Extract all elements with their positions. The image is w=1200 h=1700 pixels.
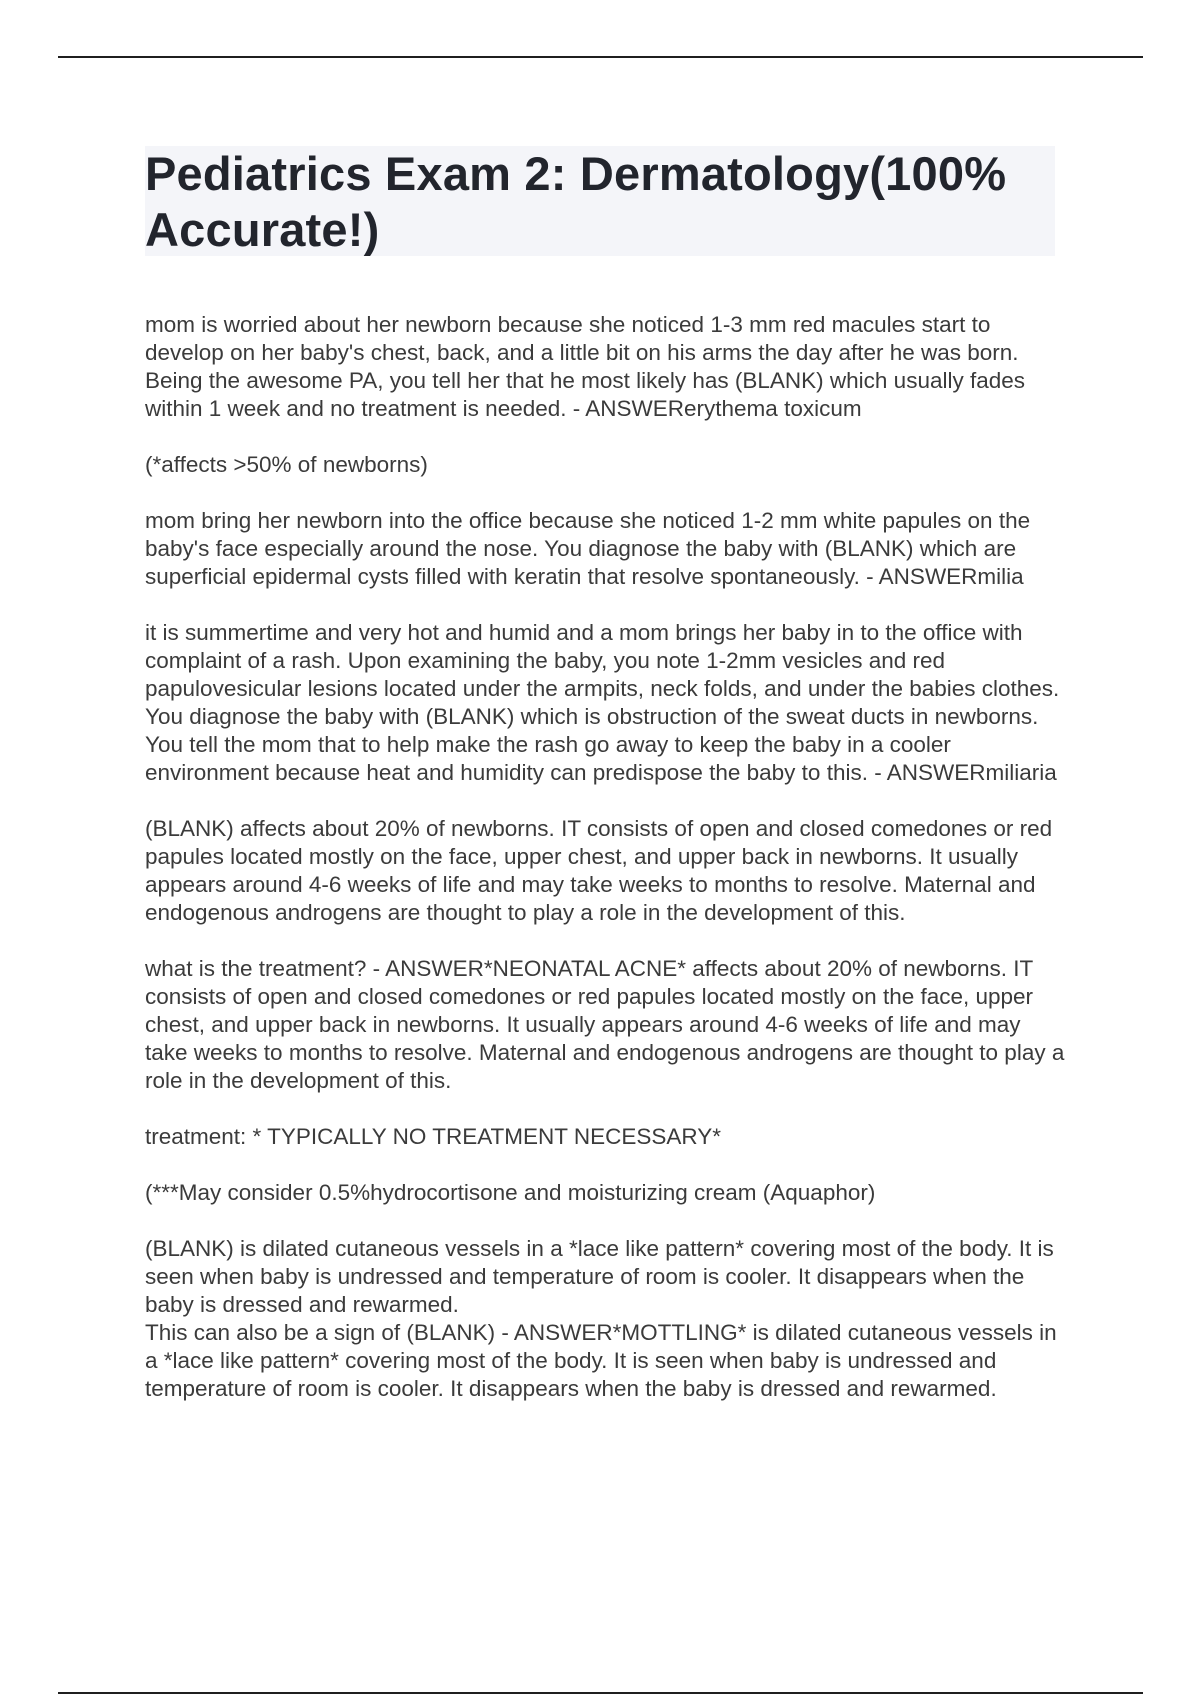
title-banner [145, 146, 1055, 256]
qa-paragraph: (BLANK) is dilated cutaneous vessels in a *lace like pattern* covering most of the body. It is seen when baby is undressed and temperature of room is cooler. It disappears when the baby is dressed and rewarmed. This can also be a sign of (BLANK) - ANSWER*MOTTLING* is dilated cutaneous vessels in a *lace like pattern* covering most of the body. It is seen when baby is undressed and temperature of room is cooler. It disappears when the baby is dressed and rewarmed. [145, 1236, 1057, 1401]
qa-paragraph: it is summertime and very hot and humid and a mom brings her baby in to the office with complaint of a rash. Upon examining the baby, you note 1-2mm vesicles and red papulovesicular lesions located under the armpits, neck folds, and under the babies clothes. You diagnose the baby with (BLANK) which is obstruction of the sweat ducts in newborns. You tell the mom that to help make the rash go away to keep the baby in a cooler environment because heat and humidity can predispose the baby to this. - ANSWERmiliaria [145, 620, 1060, 785]
top-divider [58, 56, 1143, 58]
qa-paragraph: mom is worried about her newborn because she noticed 1-3 mm red macules start to develop on her baby's chest, back, and a little bit on his arms the day after he was born. Being the awesome PA, you tell her that he most likely has (BLANK) which usually fades within 1 week and no treatment is needed. - ANSWERerythema toxicum [145, 312, 1026, 421]
qa-paragraph: (***May consider 0.5%hydrocortisone and moisturizing cream (Aquaphor) [145, 1180, 876, 1205]
qa-paragraph: what is the treatment? - ANSWER*NEONATAL ACNE* affects about 20% of newborns. IT consists of open and closed comedones or red papules located mostly on the face, upper chest, and upper back in newborns. It usually appears around 4-6 weeks of life and may take weeks to months to resolve. Maternal and endogenous androgens are thought to play a role in the development of this. [145, 956, 1065, 1093]
document-body [145, 311, 1065, 1431]
bottom-divider [58, 1692, 1143, 1694]
qa-paragraph: treatment: * TYPICALLY NO TREATMENT NECESSARY* [145, 1124, 722, 1149]
page-title: Pediatrics Exam 2: Dermatology(100% Accurate!) [145, 147, 1007, 256]
qa-paragraph: mom bring her newborn into the office because she noticed 1-2 mm white papules on the baby's face especially around the nose. You diagnose the baby with (BLANK) which are superficial epidermal cysts filled with keratin that resolve spontaneously. - ANSWERmilia [145, 508, 1031, 589]
qa-paragraph: (*affects >50% of newborns) [145, 452, 428, 477]
qa-paragraph: (BLANK) affects about 20% of newborns. IT consists of open and closed comedones or red papules located mostly on the face, upper chest, and upper back in newborns. It usually appears around 4-6 weeks of life and may take weeks to months to resolve. Maternal and endogenous androgens are thought to play a role in the development of this. [145, 816, 1053, 925]
